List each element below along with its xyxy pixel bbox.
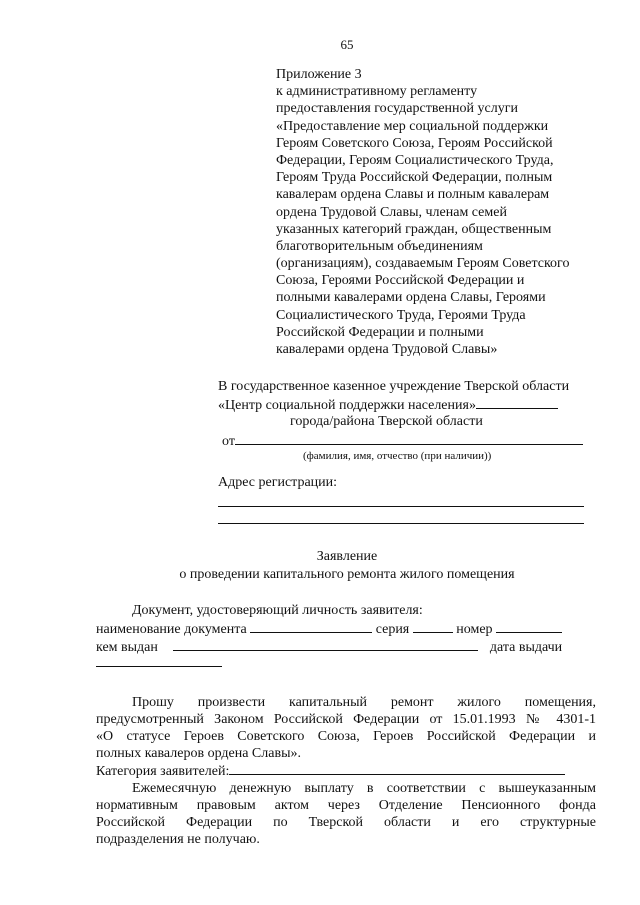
request-line-1: Прошу произвести капитальный ремонт жилого помещения, (132, 695, 596, 710)
address-field-line-1[interactable] (218, 506, 584, 507)
payment-line-3: Российской Федерации по Тверской области и его структурные (96, 815, 596, 830)
category-field[interactable] (229, 762, 565, 775)
appendix-line: Союза, Героями Российской Федерации и (276, 273, 525, 289)
series-field[interactable] (413, 620, 453, 633)
number-label: номер (456, 622, 493, 637)
category-row (96, 762, 565, 780)
issue-date-field[interactable] (96, 666, 222, 667)
issued-by-field[interactable] (173, 638, 478, 651)
addressee-center-name: «Центр социальной поддержки населения» (218, 398, 476, 413)
issue-date-label: дата выдачи (489, 640, 563, 655)
appendix-line: указанных категорий граждан, общественным (276, 221, 552, 237)
addressee-line1: В государственное казенное учреждение Тверской области (218, 379, 570, 394)
payment-line-2: нормативным правовым актом через Отделение Пенсионного фонда (96, 798, 596, 813)
payment-line-4: подразделения не получаю. (96, 832, 260, 847)
appendix-line: Приложение 3 (276, 67, 362, 82)
payment-line-1: Ежемесячную денежную выплату в соответствии с вышеуказанным (132, 781, 596, 796)
request-line-4: полных кавалеров ордена Славы». (96, 746, 301, 761)
appendix-line: предоставления государственной услуги (276, 101, 518, 117)
address-field-line-2[interactable] (218, 523, 584, 524)
appendix-line: Российской Федерации и полными (276, 324, 484, 340)
from-label: от (222, 434, 235, 449)
from-hint: (фамилия, имя, отчество (при наличии)) (303, 450, 492, 462)
appendix-line: к административному регламенту (276, 84, 478, 100)
appendix-line: Социалистического Труда, Героями Труда (276, 307, 526, 323)
doc-name-label: наименование документа (96, 622, 247, 637)
appendix-line: «Предоставление мер социальной поддержки (276, 118, 549, 134)
id-doc-row (96, 620, 596, 638)
address-label: Адрес регистрации: (218, 475, 338, 490)
series-label: серия (375, 622, 410, 637)
appendix-line: кавалерам ордена Славы и полным кавалерам (276, 187, 550, 203)
appendix-line: полными кавалерами ордена Славы, Героями (276, 290, 546, 306)
appendix-line: Героям Труда Российской Федерации, полным (276, 170, 553, 186)
category-label: Категория заявителей: (96, 764, 230, 779)
issued-by-label: кем выдан (96, 640, 158, 655)
request-line-2: предусмотренный Законом Российской Федерации от 15.01.1993 № 4301-1 (96, 712, 596, 727)
appendix-line: ордена Трудовой Славы, членам семей (276, 204, 507, 220)
number-field[interactable] (496, 620, 562, 633)
request-line-3: «О статусе Героев Советского Союза, Героев Российской Федерации и (96, 729, 596, 744)
document-subtitle: о проведении капитального ремонта жилого помещения (179, 567, 515, 582)
appendix-line: Героям Советского Союза, Героям Российской (276, 135, 553, 151)
addressee-line3: города/района Тверской области (290, 414, 483, 429)
document-title: Заявление (316, 549, 378, 564)
page-number: 65 (340, 37, 354, 52)
id-doc-heading: Документ, удостоверяющий личность заявителя: (132, 603, 423, 618)
center-blank-line[interactable] (476, 396, 558, 409)
appendix-line: Федерации, Героям Социалистического Труда, (276, 152, 554, 168)
addressee-line2 (218, 396, 558, 414)
appendix-line: (организациям), создаваемым Героям Советского (276, 256, 570, 272)
appendix-line: кавалерами ордена Трудовой Славы» (276, 342, 498, 357)
issued-row (96, 638, 596, 656)
appendix-block (276, 66, 606, 358)
appendix-line: благотворительным объединениям (276, 238, 483, 254)
doc-name-field[interactable] (250, 620, 372, 633)
from-name-field[interactable] (235, 432, 583, 445)
